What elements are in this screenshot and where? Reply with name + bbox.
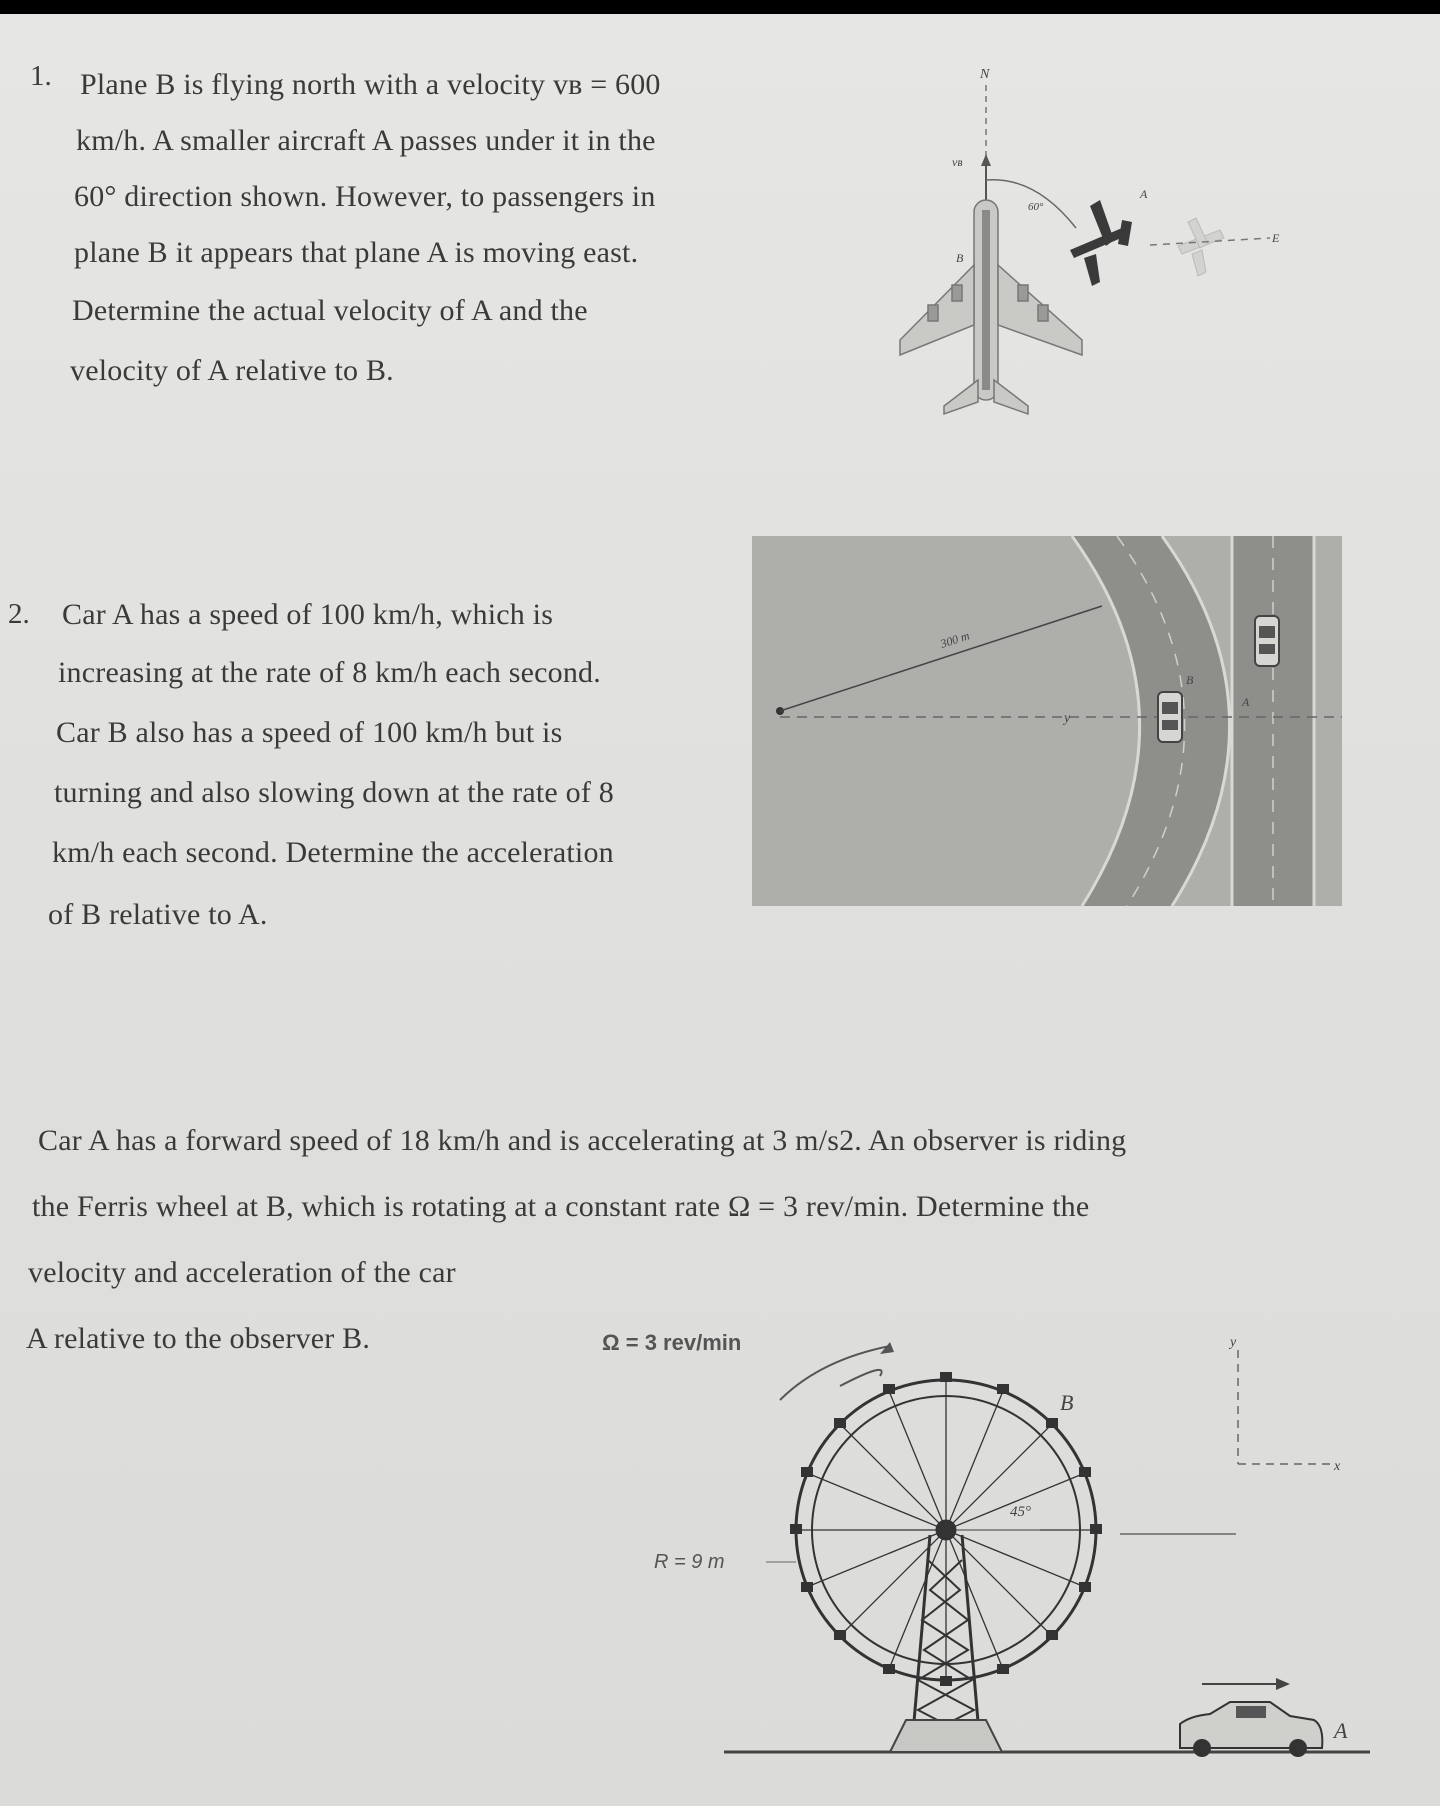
angle-60-label: 60° xyxy=(1028,201,1044,213)
plane-a-label: A xyxy=(1140,187,1148,201)
planes-figure xyxy=(860,50,1290,430)
top-dark-border xyxy=(0,0,1440,14)
y-axis-label: y xyxy=(1064,711,1071,726)
problem-2-line-4: turning and also slowing down at the rate of 8 xyxy=(54,776,614,809)
problem-1-line-3: 60° direction shown. However, to passengers in xyxy=(74,180,656,213)
car-a-icon xyxy=(1255,616,1279,666)
problem-3-line-1: Car A has a forward speed of 18 km/h and is accelerating at 3 m/s2. An observer is riding xyxy=(38,1124,1127,1157)
problem-2-line-3: Car B also has a speed of 100 km/h but is xyxy=(56,716,563,749)
problem-2-line-1: Car A has a speed of 100 km/h, which is xyxy=(62,598,554,631)
radius-300m-label: 300 m xyxy=(938,628,972,651)
angle-45-label: 45° xyxy=(1010,1504,1031,1520)
car-b-icon xyxy=(1158,692,1182,742)
omega-label: Ω = 3 rev/min xyxy=(602,1330,742,1355)
ferris-wheel-icon xyxy=(796,1380,1096,1745)
problem-3-line-3: velocity and acceleration of the car xyxy=(28,1256,456,1289)
problem-1-line-4: plane B it appears that plane A is moving east. xyxy=(74,236,639,269)
east-label: E xyxy=(1272,231,1280,245)
problem-3-line-4: A relative to the observer B. xyxy=(26,1322,371,1355)
car-a-label: A xyxy=(1242,695,1250,709)
north-label: N xyxy=(980,67,990,82)
problem-1-line-5: Determine the actual velocity of A and the xyxy=(72,294,588,327)
radius-label: R = 9 m xyxy=(654,1551,725,1573)
problem-2-line-5: km/h each second. Determine the acceleration xyxy=(52,836,614,869)
problem-1-line-2: km/h. A smaller aircraft A passes under it in the xyxy=(76,124,656,157)
observer-b-label: B xyxy=(1060,1390,1074,1415)
problem-2-number: 2. xyxy=(8,598,30,630)
wheel-base xyxy=(890,1720,1002,1752)
plane-b-label: B xyxy=(956,251,964,265)
plane-b-icon xyxy=(900,200,1082,414)
car-a-side-icon xyxy=(1180,1702,1322,1757)
problem-2-line-6: of B relative to A. xyxy=(48,898,268,931)
problem-1-number: 1. xyxy=(30,60,52,92)
problem-1-line-6: velocity of A relative to B. xyxy=(70,354,394,387)
plane-a-icon xyxy=(1070,200,1132,286)
plane-a-ghost-icon xyxy=(1178,218,1224,276)
ferris-wheel-figure xyxy=(590,1320,1380,1790)
car-b-label: B xyxy=(1186,673,1194,687)
road-figure xyxy=(752,536,1342,906)
y-axis-label-3: y xyxy=(1230,1335,1237,1350)
x-axis-label-3: x xyxy=(1334,1459,1341,1474)
vb-label: vʙ xyxy=(952,155,963,169)
plane-b-fuselage-shade xyxy=(982,210,990,390)
problem-2-line-2: increasing at the rate of 8 km/h each second. xyxy=(58,656,601,689)
problem-3-line-2: the Ferris wheel at B, which is rotating at a constant rate Ω = 3 rev/min. Determine the xyxy=(32,1190,1090,1223)
car-a-label-3: A xyxy=(1334,1718,1348,1743)
problem-1-line-1: Plane B is flying north with a velocity vʙ = 600 xyxy=(80,68,661,101)
